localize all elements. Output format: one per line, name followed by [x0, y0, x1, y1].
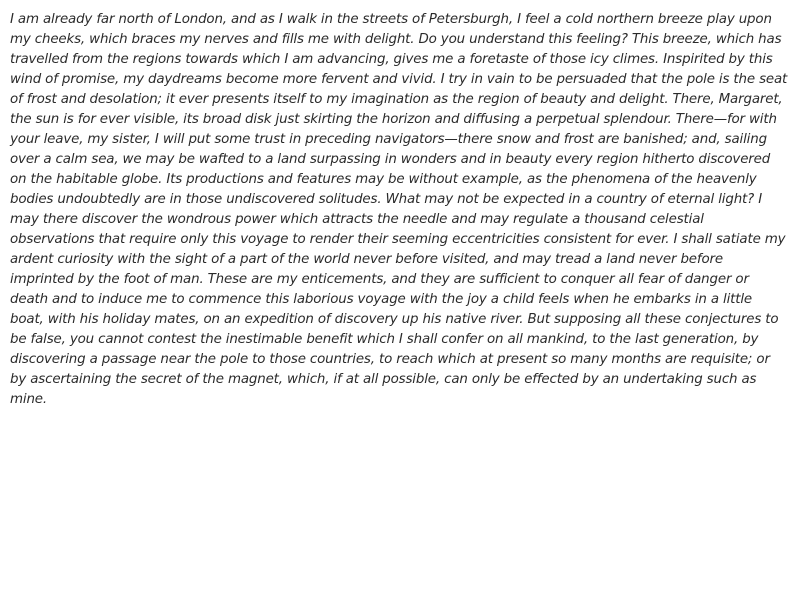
body-paragraph: I am already far north of London, and as I walk in the streets of Petersburgh, I feel a cold northern breeze play upon my cheeks, which braces my nerves and fills me with delight. Do you understand this feeling? This breeze, which has travelled from the regions towards which I am advancing, gives me a foretaste of those icy climes. Inspirited by this wind of promise, my daydreams become more fervent and vivid. I try in vain to be persuaded that the pole is the seat of frost and desolation; it ever presents itself to my imagination as the region of beauty and delight. There, Margaret, the sun is for ever visible, its broad disk just skirting the horizon and diffusing a perpetual splendour. There—for with your leave, my sister, I will put some trust in preceding navigators—there snow and frost are banished; and, sailing over a calm sea, we may be wafted to a land surpassing in wonders and in beauty every region hitherto discovered on the habitable globe. Its productions and features may be without example, as the phenomena of the heavenly bodies undoubtedly are in those undiscovered solitudes. What may not be expected in a country of eternal light? I may there discover the wondrous power which attracts the needle and may regulate a thousand celestial observations that require only this voyage to render their seeming eccentricities consistent for ever. I shall satiate my ardent curiosity with the sight of a part of the world never before visited, and may tread a land never before imprinted by the foot of man. These are my enticements, and they are sufficient to conquer all fear of danger or death and to induce me to commence this laborious voyage with the joy a child feels when he embarks in a little boat, with his holiday mates, on an expedition of discovery up his native river. But supposing all these conjectures to be false, you cannot contest the inestimable benefit which I shall confer on all mankind, to the last generation, by discovering a passage near the pole to those countries, to reach which at present so many months are requisite; or by ascertaining the secret of the magnet, which, if at all possible, can only be effected by an undertaking such as mine.: [10, 12, 788, 407]
